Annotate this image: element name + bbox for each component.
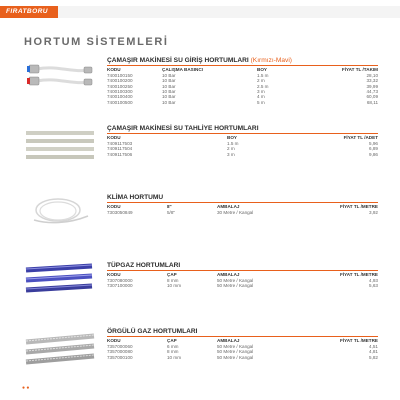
table-row [107, 283, 378, 288]
col-header: FİYAT TL /METRE [340, 272, 378, 277]
table-row [107, 152, 378, 157]
table-row [107, 210, 378, 215]
lpg-hose-icon [24, 262, 96, 296]
price-table [107, 66, 378, 105]
cell: 8 mm [167, 349, 179, 355]
col-header: AMBALAJ [217, 272, 240, 277]
cell: 50 Metre / Kangal [217, 354, 254, 360]
cell: 3 m [227, 151, 235, 157]
brand-strip [0, 6, 400, 18]
cell: 1.5 m [227, 141, 239, 147]
cell: 5,63 [369, 283, 378, 289]
section-title-text: ÇAMAŞIR MAKİNESİ SU GİRİŞ HORTUMLARI [107, 57, 249, 64]
col-header: AMBALAJ [217, 204, 240, 209]
cell: 7357000080 [107, 349, 133, 355]
table-header-row [107, 134, 378, 141]
section-title-text: TÜPGAZ HORTUMLARI [107, 262, 181, 269]
cell: 10 mm [167, 354, 182, 360]
price-table [107, 271, 378, 289]
section-title [107, 262, 378, 271]
cell: 5/8" [167, 210, 176, 216]
col-header: FİYAT TL /METRE [340, 204, 378, 209]
cell: 5 m [257, 99, 265, 105]
table-header-row [107, 203, 378, 210]
cell: 50 Metre / Kangal [217, 283, 254, 289]
page-title: HORTUM SİSTEMLERİ [24, 36, 169, 48]
section-title-text: ÇAMAŞIR MAKİNESİ SU TAHLİYE HORTUMLARI [107, 125, 259, 132]
col-header: AMBALAJ [217, 338, 240, 343]
cell: 50 Metre / Kangal [217, 344, 254, 350]
col-header [162, 134, 227, 141]
table-header-row [107, 271, 378, 278]
cell: 7400100200 [107, 78, 133, 84]
col-header: FİYAT TL /METRE [340, 338, 378, 343]
cell: 7307080000 [107, 278, 133, 284]
cell: 4,81 [369, 349, 378, 355]
cell: 6,89 [369, 146, 378, 152]
cell: 4,93 [369, 278, 378, 284]
cell: 9,86 [369, 151, 378, 157]
cell: 7409117503 [107, 141, 133, 147]
top-bar [0, 0, 400, 22]
table-header-row [107, 337, 378, 344]
drain-hose-image [24, 127, 96, 161]
cell: 7400100500 [107, 99, 133, 105]
cell: 60,09 [366, 94, 378, 100]
inlet-hose-icon [24, 61, 96, 95]
cell: 8 mm [167, 278, 179, 284]
cell: 10 Bar [162, 73, 176, 79]
cell: 7400100400 [107, 94, 133, 100]
cell: 7303050849 [107, 210, 133, 216]
cell: 3 m [257, 88, 265, 94]
ac-hose-coil-icon [24, 194, 96, 228]
cell: 6 mm [167, 344, 179, 350]
cell: 7409117504 [107, 146, 133, 152]
table-row [107, 355, 378, 360]
cell: 5,82 [369, 354, 378, 360]
braided-hose-image [24, 332, 96, 366]
col-header: KODU [107, 135, 121, 140]
cell: 1.5 m [257, 73, 269, 79]
col-header: ÇALIŞMA BASINCI [162, 67, 203, 72]
cell: 50 Metre / Kangal [217, 349, 254, 355]
cell: 2 m [227, 146, 235, 152]
col-header: 8" [167, 204, 172, 209]
cell: 10 Bar [162, 88, 176, 94]
cell: 28,10 [366, 73, 378, 79]
cell: 44,73 [366, 88, 378, 94]
price-table [107, 337, 378, 360]
cell: 7400100150 [107, 73, 133, 79]
col-header: KODU [107, 67, 121, 72]
cell: 50 Metre / Kangal [217, 278, 254, 284]
cell: 7307100000 [107, 283, 133, 289]
lpg-hose-image [24, 262, 96, 296]
col-header: BOY [227, 135, 237, 140]
cell: 4,51 [369, 344, 378, 350]
braided-hose-icon [24, 332, 96, 366]
brand-logo: FIRATBORU [0, 6, 58, 18]
section-title [107, 125, 378, 134]
cell: 7409117506 [107, 151, 133, 157]
ac-hose-body [107, 194, 378, 215]
ac-hose-image [24, 194, 96, 228]
cell: 7357000060 [107, 344, 133, 350]
cell: 2.5 m [257, 83, 269, 89]
cell: 10 mm [167, 283, 182, 289]
inlet-hose-image [24, 61, 96, 95]
cell: 4 m [257, 94, 265, 100]
col-header: ÇAP [167, 338, 177, 343]
section-title [107, 328, 378, 337]
cell: 7400100250 [107, 83, 133, 89]
col-header: KODU [107, 272, 121, 277]
cell: 3,92 [369, 210, 378, 216]
col-header: ÇAP [167, 272, 177, 277]
page-number: ● ● [22, 385, 30, 391]
cell: 39,99 [366, 83, 378, 89]
cell: 30 Metre / Kangal [217, 210, 254, 216]
cell: 10 Bar [162, 99, 176, 105]
drain-hoses-body [107, 125, 378, 157]
cell [162, 152, 227, 157]
drain-hose-icon [24, 127, 96, 161]
cell: 2 m [257, 78, 265, 84]
table-row [107, 100, 378, 105]
cell: 7400100300 [107, 88, 133, 94]
col-header: BOY [257, 67, 267, 72]
section-title [107, 194, 378, 203]
cell: 10 Bar [162, 94, 176, 100]
price-table [107, 203, 378, 215]
section-title-text: ÖRGÜLÜ GAZ HORTUMLARI [107, 328, 198, 335]
section-title-text: KLİMA HORTUMU [107, 194, 164, 201]
braided-hoses-body [107, 328, 378, 360]
col-header: FİYAT TL /TAKIM [341, 67, 378, 72]
price-table [107, 134, 378, 157]
col-header: KODU [107, 338, 121, 343]
inlet-hoses-body [107, 57, 378, 105]
lpg-hoses-body [107, 262, 378, 289]
cell: 10 Bar [162, 83, 176, 89]
cell: 68,11 [366, 99, 378, 105]
section-subtitle: (Kırmızı-Mavi) [250, 57, 292, 64]
col-header: KODU [107, 204, 121, 209]
cell: 33,32 [366, 78, 378, 84]
section-title [107, 57, 378, 66]
cell: 5,96 [369, 141, 378, 147]
cell: 7357000100 [107, 354, 133, 360]
col-header: FİYAT TL /ADET [343, 135, 378, 140]
table-header-row [107, 66, 378, 73]
cell: 10 Bar [162, 78, 176, 84]
